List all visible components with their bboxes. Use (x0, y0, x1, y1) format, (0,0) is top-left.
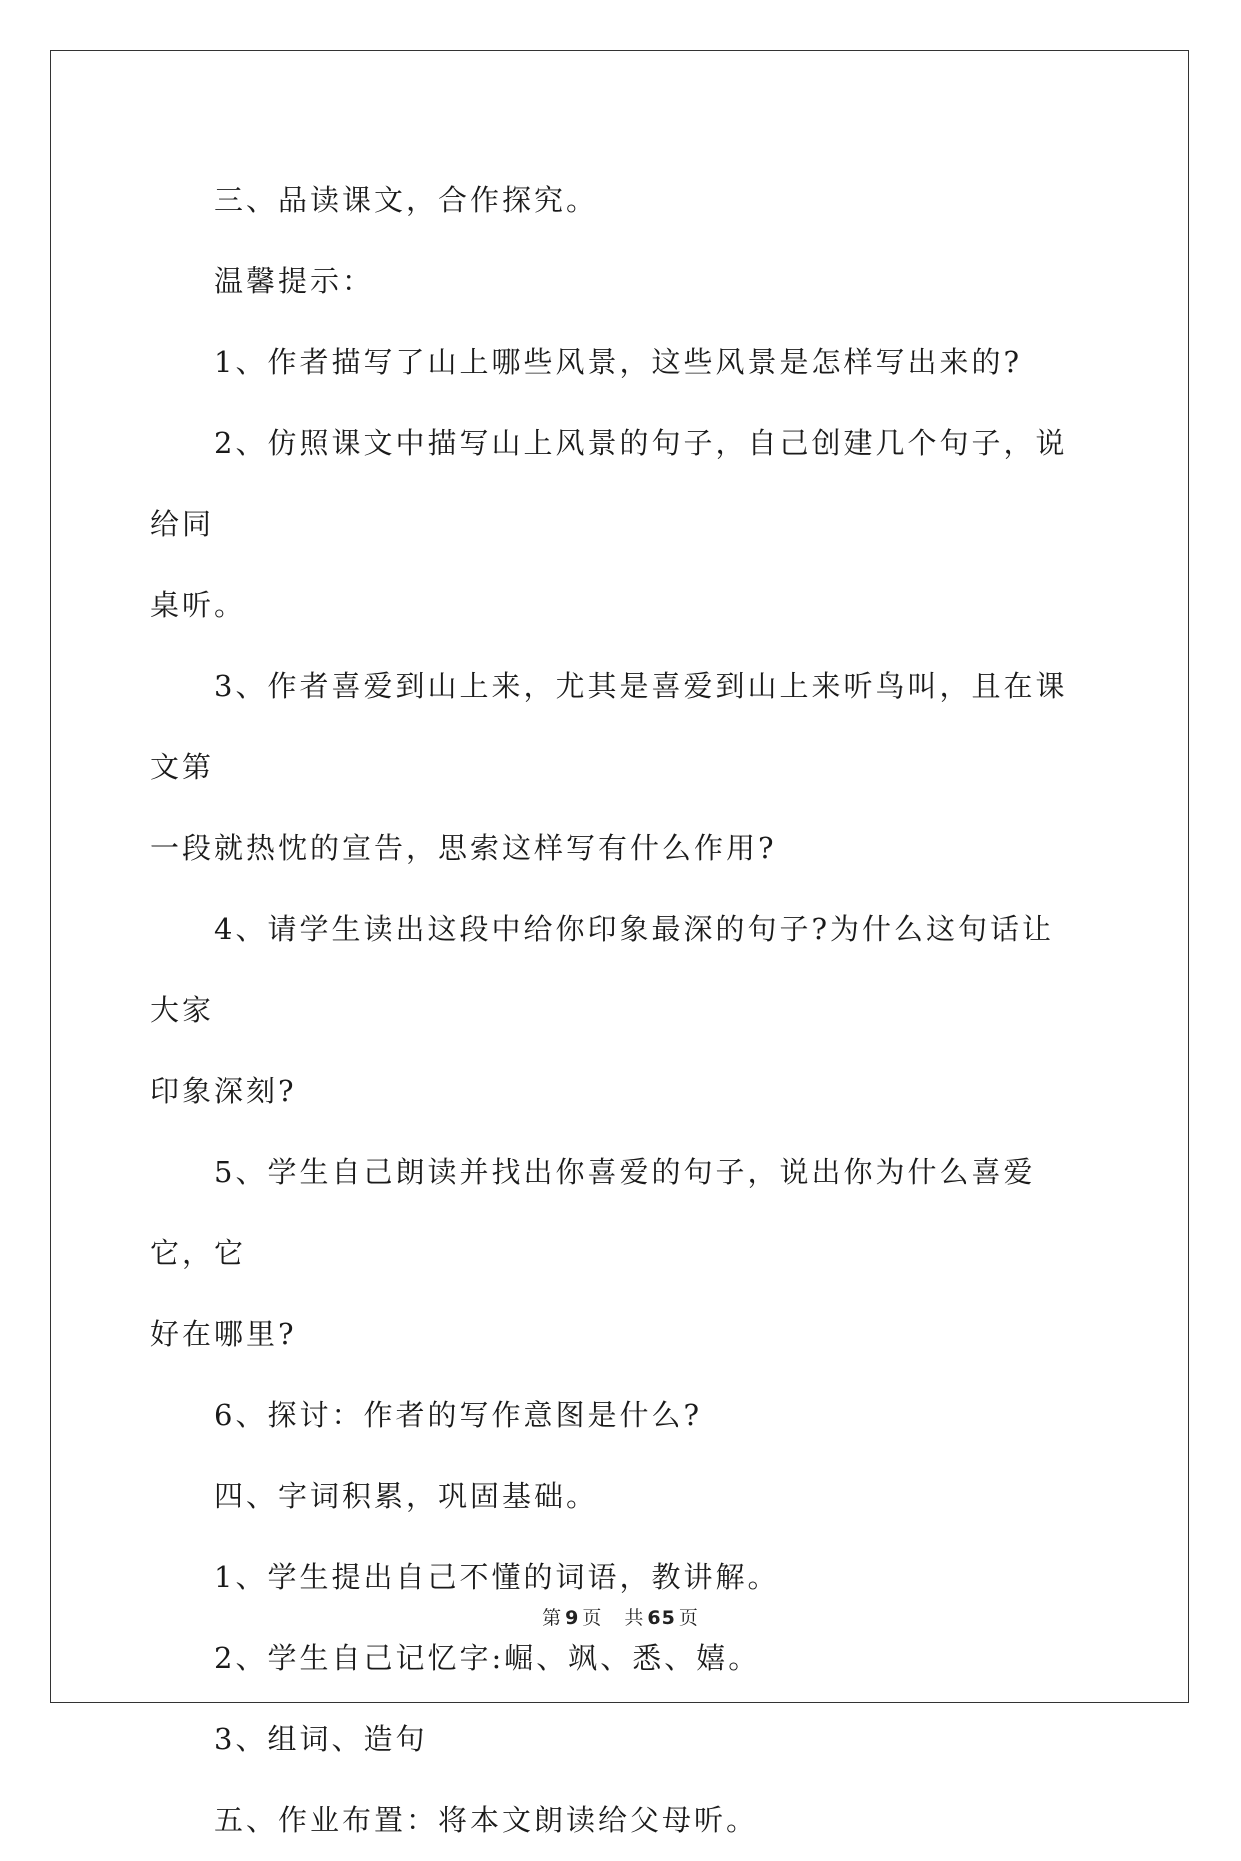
text-line: 桌听。 (150, 588, 247, 622)
paragraph (150, 1456, 1080, 1537)
text-line: 好在哪里? (150, 1317, 297, 1351)
total-pages: 65 (647, 1607, 676, 1629)
paragraph (150, 1132, 1080, 1375)
text-line: 印象深刻? (150, 1074, 297, 1108)
text-line: 1、作者描写了山上哪些风景，这些风景是怎样写出来的? (214, 345, 1022, 379)
text-line: 四、字词积累，巩固基础。 (214, 1479, 599, 1513)
text-line: 三、品读课文，合作探究。 (214, 183, 599, 217)
text-line: 一段就热忱的宣告，思索这样写有什么作用? (150, 831, 777, 865)
paragraph (150, 160, 1080, 241)
page-number: 9 (565, 1607, 580, 1629)
text-line: 温馨提示： (214, 264, 375, 298)
paragraph (150, 1780, 1080, 1861)
text-line: 2、学生自己记忆字:崛、飒、悉、嬉。 (214, 1641, 761, 1675)
paragraph (150, 322, 1080, 403)
text-line: 五、作业布置：将本文朗读给父母听。 (214, 1803, 759, 1837)
paragraph (150, 1375, 1080, 1456)
page-suffix: 页 (582, 1607, 603, 1629)
text-line: 5、学生自己朗读并找出你喜爱的句子，说出你为什么喜爱它，它 (150, 1155, 1036, 1270)
page-prefix: 第 (542, 1607, 563, 1629)
paragraph (150, 646, 1080, 889)
paragraph (150, 889, 1080, 1132)
paragraph (150, 241, 1080, 322)
paragraph (150, 1699, 1080, 1780)
page-footer (0, 1603, 1241, 1630)
text-line: 2、仿照课文中描写山上风景的句子，自己创建几个句子，说给同 (150, 426, 1068, 541)
text-line: 6、探讨：作者的写作意图是什么? (214, 1398, 702, 1432)
total-suffix: 页 (678, 1607, 699, 1629)
paragraph (150, 1618, 1080, 1699)
paragraph (150, 403, 1080, 646)
text-line: 1、学生提出自己不懂的词语，教讲解。 (214, 1560, 780, 1594)
text-line: 4、请学生读出这段中给你印象最深的句子?为什么这句话让大家 (150, 912, 1054, 1027)
text-line: 3、作者喜爱到山上来，尤其是喜爱到山上来听鸟叫，且在课文第 (150, 669, 1068, 784)
text-line: 3、组词、造句 (214, 1722, 428, 1756)
total-prefix: 共 (624, 1607, 645, 1629)
